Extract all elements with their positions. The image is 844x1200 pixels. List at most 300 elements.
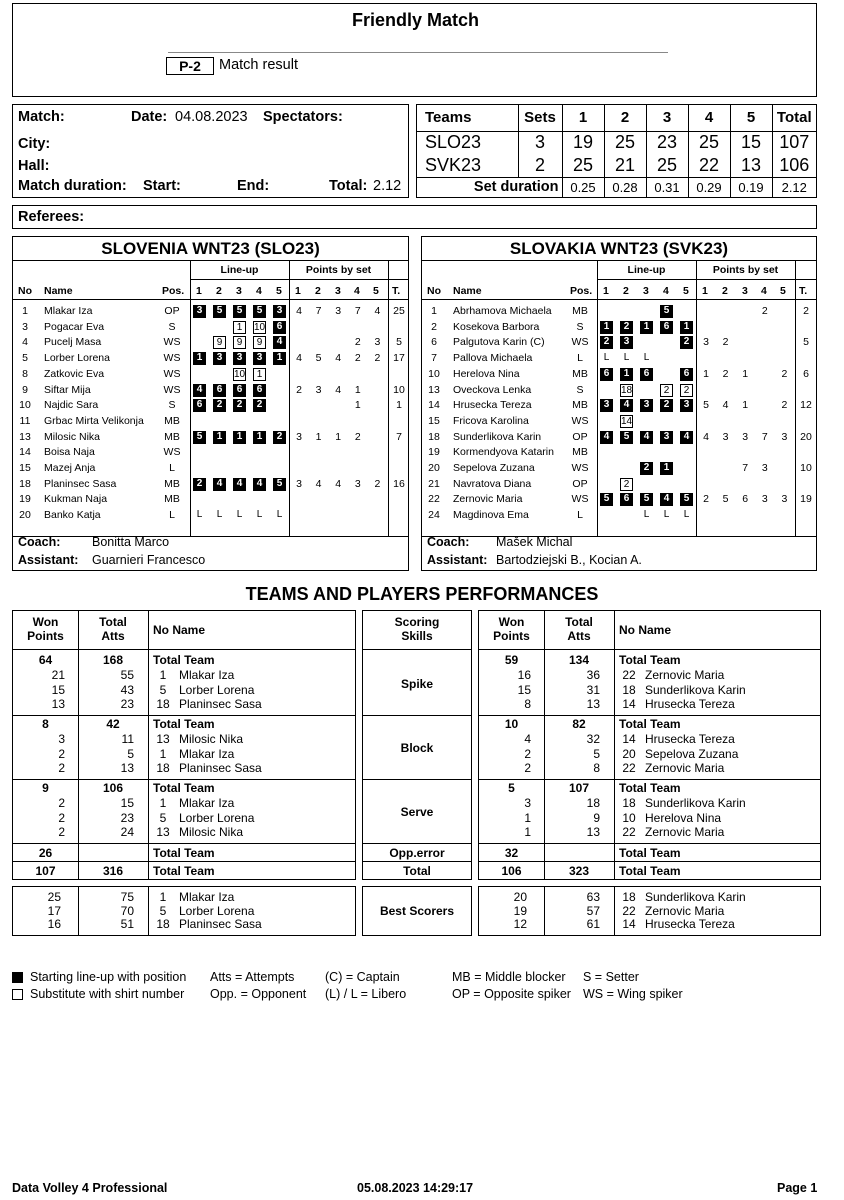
lineup-start-position: 6: [273, 321, 286, 334]
team-b-title: SLOVAKIA WNT23 (SVK23): [509, 239, 729, 258]
points-set-4: 3: [761, 493, 768, 506]
lineup-libero: L: [216, 509, 223, 521]
report-code: P-2: [166, 57, 214, 75]
points-set-2: 5: [722, 493, 729, 506]
team-a-roster: [12, 236, 409, 571]
team-a-col-pos: Pos.: [162, 285, 185, 297]
player-name: Sunderlikova Karin: [453, 430, 542, 443]
player-name: Sunderlikova Karin: [645, 796, 746, 810]
total-won: 106: [501, 864, 522, 878]
player-number: 20: [428, 462, 440, 474]
player-won: 2: [58, 810, 65, 825]
player-number: 20: [19, 509, 31, 522]
start-label: Start:: [143, 178, 181, 194]
best-left-box: [12, 886, 356, 936]
lineup-start-position: 1: [640, 321, 653, 334]
title-underline: [168, 52, 668, 53]
best-won: 25: [47, 890, 61, 904]
team-b-col-p5: 5: [780, 285, 786, 297]
player-atts: 31: [586, 682, 600, 697]
lineup-start-position: 3: [620, 336, 633, 349]
total-team-label: Total Team: [619, 864, 681, 878]
points-set-5: 4: [374, 305, 381, 317]
player-number: 18: [156, 697, 170, 712]
player-atts: 8: [593, 761, 600, 776]
player-won: 15: [51, 682, 65, 697]
best-name: Hrusecka Tereza: [645, 917, 735, 931]
lineup-substitute: 9: [213, 336, 226, 349]
best-won: 12: [513, 917, 527, 931]
section-total-team-label: Total Team: [153, 653, 215, 667]
player-number: 13: [156, 732, 170, 746]
player-name: Hrusecka Tereza: [453, 399, 532, 412]
skill-block: Block: [400, 741, 434, 755]
player-name: Zernovic Maria: [453, 493, 523, 506]
points-set-3: 4: [335, 383, 342, 396]
lineup-start-position: 4: [273, 336, 286, 349]
player-row: [422, 445, 816, 461]
player-number: 19: [19, 493, 31, 506]
lineup-start-position: 5: [213, 305, 226, 318]
player-atts: 15: [120, 796, 134, 810]
team-a-head-rule: [13, 536, 408, 537]
table-rule: [148, 887, 149, 935]
player-atts: 36: [586, 668, 600, 682]
player-row: [13, 445, 408, 461]
player-atts: 55: [120, 668, 134, 682]
player-won: 1: [524, 810, 531, 825]
points-set-1: 5: [703, 399, 709, 412]
player-position: WS: [571, 493, 589, 506]
player-number: 5: [159, 682, 167, 697]
points-set-2: 7: [315, 305, 322, 317]
player-position: MB: [572, 399, 588, 412]
player-number: 10: [622, 810, 636, 825]
points-set-2: 4: [315, 477, 322, 490]
team-b-lineup-header: Line-up: [627, 264, 666, 276]
player-number: 15: [428, 414, 440, 427]
player-row: [422, 508, 816, 524]
best-number: 18: [156, 917, 170, 931]
points-set-4: 7: [761, 430, 768, 443]
player-name: Zernovic Maria: [645, 761, 725, 776]
team-b-points-header: Points by set: [712, 264, 779, 276]
legend-captain: (C) = Captain: [325, 970, 400, 984]
section-total-won: 5: [508, 781, 515, 795]
player-position: S: [168, 320, 176, 333]
score-b-total: 106: [772, 154, 816, 177]
hall-label: Hall:: [18, 158, 50, 174]
player-name: Abrhamova Michaela: [453, 305, 552, 317]
player-number: 13: [428, 383, 440, 396]
player-row: [422, 492, 816, 508]
team-a-col-p5: 5: [373, 285, 379, 297]
section-total-team-label: Total Team: [153, 781, 215, 795]
player-name: Lorber Lorena: [44, 352, 110, 365]
legend-s: S = Setter: [583, 970, 639, 984]
score-a-set5: 15: [730, 131, 772, 154]
player-position: MB: [164, 414, 180, 427]
lineup-start-position: 6: [193, 399, 206, 412]
player-position: S: [168, 399, 176, 412]
player-position: MB: [572, 367, 588, 380]
lineup-start-position: 6: [213, 384, 226, 397]
player-position: WS: [163, 336, 181, 349]
lineup-start-position: 4: [193, 384, 206, 397]
player-name: Hrusecka Tereza: [645, 732, 735, 746]
lineup-libero: L: [623, 352, 630, 364]
points-set-2: 3: [315, 383, 322, 396]
player-position: OP: [572, 430, 588, 443]
team-b-col-p1: 1: [702, 285, 708, 297]
player-row: [13, 414, 408, 430]
player-atts: 23: [120, 697, 134, 712]
table-rule: [13, 649, 355, 650]
player-position: S: [576, 383, 584, 396]
lineup-start-position: 6: [660, 321, 673, 334]
opp-error-total-team: Total Team: [619, 846, 681, 860]
table-rule: [363, 649, 471, 650]
player-row: [13, 320, 408, 336]
player-row: [13, 335, 408, 351]
team-a-assistant: Guarnieri Francesco: [92, 553, 206, 567]
lineup-start-position: 3: [680, 399, 693, 412]
table-rule: [363, 779, 471, 780]
player-row: [422, 320, 816, 336]
lineup-start-position: 1: [273, 352, 286, 365]
page-title: Friendly Match: [351, 10, 480, 30]
lineup-start-position: 2: [660, 399, 673, 412]
team-a-col-t: T.: [392, 285, 401, 297]
lineup-start-position: 5: [640, 493, 653, 506]
score-a-set3: 23: [646, 131, 688, 154]
score-header-total: Total: [772, 105, 816, 131]
player-total: 5: [396, 336, 402, 349]
header-won-points: Won Points: [27, 615, 64, 643]
best-number: 5: [159, 903, 167, 918]
player-number: 14: [622, 732, 636, 746]
team-a-col-p4: 4: [354, 285, 360, 297]
performances-title: TEAMS AND PLAYERS PERFORMANCES: [245, 584, 599, 604]
player-total: 16: [393, 477, 405, 490]
legend-starting: Starting line-up with position: [30, 970, 187, 984]
player-row: [13, 461, 408, 477]
team-b-col-t: T.: [799, 285, 808, 297]
perf-left-box: [12, 610, 356, 880]
team-a-coach-label: Coach:: [18, 535, 61, 549]
points-set-4: 3: [354, 477, 361, 490]
player-number: 22: [428, 493, 440, 506]
lineup-start-position: 2: [600, 336, 613, 349]
player-won: 3: [524, 796, 531, 810]
team-a-col-no: No: [18, 285, 32, 297]
score-team-b: SVK23: [417, 154, 518, 177]
player-position: WS: [163, 352, 181, 365]
player-name: Sunderlikova Karin: [645, 682, 746, 697]
table-rule: [13, 715, 355, 716]
player-number: 3: [22, 320, 28, 333]
lineup-libero: L: [643, 352, 650, 364]
table-rule: [13, 861, 355, 862]
team-b-col-pos: Pos.: [570, 285, 593, 297]
player-won: 2: [58, 796, 65, 810]
opp-error-value: 26: [38, 846, 53, 860]
team-b-assistant: Bartodziejski B., Kocian A.: [496, 553, 642, 567]
lineup-start-position: 3: [233, 352, 246, 365]
player-position: L: [169, 509, 175, 522]
lineup-start-position: 5: [253, 305, 266, 318]
lineup-start-position: 1: [620, 368, 633, 381]
team-b-assistant-label: Assistant:: [427, 553, 488, 567]
player-name: Kormendyova Katarin: [453, 446, 554, 459]
player-position: WS: [163, 383, 181, 396]
points-set-2: 4: [722, 399, 729, 412]
section-total-team-label: Total Team: [619, 781, 681, 795]
lineup-start-position: 2: [273, 431, 286, 444]
points-set-2: 3: [722, 430, 729, 443]
score-header-set4: 4: [688, 105, 730, 131]
player-name: Zernovic Maria: [645, 668, 725, 682]
player-won: 2: [524, 746, 531, 761]
best-right-box: [478, 886, 821, 936]
team-b-col-p2: 2: [722, 285, 728, 297]
player-number: 22: [622, 668, 636, 682]
lineup-start-position: 1: [193, 352, 206, 365]
best-won: 17: [47, 903, 61, 918]
table-rule: [13, 843, 355, 844]
player-name: Mlakar Iza: [44, 305, 93, 317]
opp-error-value: 32: [504, 846, 519, 860]
team-a-col-name: Name: [44, 285, 73, 297]
player-row: [422, 398, 816, 414]
match-date: 04.08.2023: [175, 109, 248, 125]
end-label: End:: [237, 178, 270, 194]
player-row: [422, 461, 816, 477]
total-won: 107: [35, 864, 56, 878]
player-number: 14: [428, 399, 440, 412]
score-box: [416, 104, 817, 198]
best-name: Sunderlikova Karin: [645, 890, 746, 904]
points-set-1: 1: [703, 367, 709, 380]
player-won: 1: [524, 825, 531, 840]
opp-error-total-team: Total Team: [153, 846, 215, 860]
player-row: [422, 351, 816, 367]
player-name: Mlakar Iza: [179, 668, 235, 682]
team-b-col-l5: 5: [683, 285, 689, 297]
team-a-col-l2: 2: [216, 285, 222, 297]
points-set-3: 1: [742, 399, 749, 412]
team-b-col-l4: 4: [663, 285, 669, 297]
lineup-start-position: 6: [233, 384, 246, 397]
lineup-substitute: 9: [233, 336, 246, 349]
points-set-4: 1: [354, 399, 361, 412]
best-number: 18: [622, 890, 636, 904]
points-set-3: 3: [335, 305, 342, 317]
player-atts: 5: [127, 746, 134, 761]
lineup-start-position: 4: [233, 478, 246, 491]
set-duration-5: 0.19: [730, 177, 772, 197]
lineup-start-position: 2: [253, 399, 266, 412]
total-label: Total:: [329, 178, 368, 194]
player-name: Boisa Naja: [44, 446, 95, 459]
player-position: WS: [163, 446, 181, 459]
points-set-5: 3: [781, 430, 788, 443]
player-total: 10: [800, 462, 812, 474]
player-name: Mlakar Iza: [179, 796, 235, 810]
player-name: Kukman Naja: [44, 493, 108, 506]
lineup-start-position: 6: [620, 493, 633, 506]
player-number: 13: [19, 430, 31, 443]
player-number: 20: [622, 746, 636, 761]
player-number: 18: [428, 430, 440, 443]
player-number: 1: [159, 668, 167, 682]
score-b-set5: 13: [730, 154, 772, 177]
player-name: Banko Katja: [44, 509, 101, 522]
player-won: 2: [524, 761, 531, 776]
player-row: [13, 492, 408, 508]
lineup-start-position: 6: [680, 368, 693, 381]
player-name: Planinsec Sasa: [179, 697, 262, 712]
best-skills-box: [362, 886, 472, 936]
player-atts: 5: [593, 746, 600, 761]
player-number: 13: [156, 825, 170, 840]
player-name: Herelova Nina: [645, 810, 722, 825]
best-atts: 51: [120, 917, 134, 931]
match-label: Match:: [18, 109, 65, 125]
section-total-team-label: Total Team: [619, 653, 681, 667]
lineup-start-position: 5: [620, 431, 633, 444]
legend-ws: WS = Wing spiker: [583, 987, 683, 1001]
player-atts: 43: [120, 682, 134, 697]
player-number: 24: [428, 509, 440, 522]
player-name: Oveckova Lenka: [453, 383, 532, 396]
score-header-set5: 5: [730, 105, 772, 131]
lineup-start-position: 2: [193, 478, 206, 491]
player-position: S: [576, 320, 584, 333]
section-total-team-label: Total Team: [153, 717, 215, 731]
player-won: 3: [58, 732, 65, 746]
player-name: Pogacar Eva: [44, 320, 105, 333]
lineup-libero: L: [236, 509, 243, 521]
player-name: Lorber Lorena: [179, 810, 255, 825]
player-position: WS: [163, 367, 181, 380]
score-header-teams: Teams: [417, 105, 518, 131]
player-row: [422, 430, 816, 446]
player-row: [13, 477, 408, 493]
best-atts: 70: [120, 903, 134, 918]
player-total: 19: [800, 493, 812, 506]
points-set-1: 3: [296, 430, 302, 443]
table-rule: [479, 715, 820, 716]
team-a-col-p1: 1: [295, 285, 301, 297]
points-set-3: 4: [335, 352, 342, 365]
legend-mb: MB = Middle blocker: [452, 970, 566, 984]
score-b-set3: 25: [646, 154, 688, 177]
points-set-1: 3: [703, 336, 709, 349]
team-a-col-l3: 3: [236, 285, 242, 297]
lineup-libero: L: [276, 509, 283, 521]
player-name: Magdinova Ema: [453, 509, 529, 522]
lineup-substitute: 2: [620, 478, 633, 491]
player-row: [13, 351, 408, 367]
score-table: [417, 105, 816, 197]
points-set-2: 5: [315, 352, 322, 365]
player-name: Herelova Nina: [453, 367, 520, 380]
best-number: 14: [622, 917, 636, 931]
perf-right-box: [478, 610, 821, 880]
player-name: Mlakar Iza: [179, 746, 235, 761]
set-duration-3: 0.31: [646, 177, 688, 197]
team-b-coach-label: Coach:: [427, 535, 470, 549]
set-duration-2: 0.28: [604, 177, 646, 197]
report-subtitle: Match result: [219, 57, 298, 73]
player-position: WS: [571, 414, 589, 427]
best-name: Zernovic Maria: [645, 903, 725, 918]
player-number: 5: [159, 810, 167, 825]
team-b-col-p3: 3: [742, 285, 748, 297]
player-won: 13: [51, 697, 65, 712]
player-position: WS: [571, 336, 589, 349]
lineup-start-position: 1: [213, 431, 226, 444]
player-position: MB: [164, 430, 180, 443]
table-rule: [479, 649, 820, 650]
player-number: 21: [428, 477, 440, 490]
lineup-start-position: 5: [233, 305, 246, 318]
lineup-start-position: 2: [620, 321, 633, 334]
skill-best-scorers: Best Scorers: [379, 904, 455, 918]
player-atts: 18: [586, 796, 600, 810]
player-name: Grbac Mirta Velikonja: [44, 414, 144, 427]
points-set-1: 2: [703, 493, 709, 506]
city-label: City:: [18, 136, 51, 152]
player-number: 18: [622, 682, 636, 697]
player-number: 18: [19, 477, 31, 490]
points-set-4: 3: [761, 462, 768, 474]
player-atts: 11: [121, 732, 134, 746]
score-header-set2: 2: [604, 105, 646, 131]
section-total-team-label: Total Team: [619, 717, 681, 731]
lineup-start-position: 3: [193, 305, 206, 318]
player-atts: 13: [120, 761, 134, 776]
player-name: Milosic Nika: [179, 825, 244, 840]
lineup-start-position: 4: [253, 478, 266, 491]
player-position: OP: [164, 305, 180, 317]
points-set-5: 2: [781, 367, 788, 380]
points-set-5: 3: [374, 336, 381, 349]
score-b-set2: 21: [604, 154, 646, 177]
section-total-atts: 42: [106, 717, 120, 731]
player-total: 1: [396, 399, 402, 412]
team-b-col-l2: 2: [623, 285, 629, 297]
score-a-set4: 25: [688, 131, 730, 154]
section-total-atts: 106: [102, 781, 124, 795]
lineup-start-position: 3: [640, 399, 653, 412]
section-total-won: 59: [504, 653, 519, 667]
player-position: MB: [164, 477, 180, 490]
lineup-start-position: 4: [213, 478, 226, 491]
team-b-col-l3: 3: [643, 285, 649, 297]
player-number: 6: [431, 336, 437, 349]
player-won: 2: [58, 746, 65, 761]
points-set-1: 4: [703, 430, 709, 443]
header-no-name: No Name: [619, 623, 672, 637]
team-a-title-rule: [13, 260, 408, 261]
score-a-set1: 19: [562, 131, 604, 154]
skill-opp-error: Opp.error: [389, 846, 445, 860]
lineup-start-position: 4: [680, 431, 693, 444]
best-name: Lorber Lorena: [179, 903, 255, 918]
table-rule: [363, 861, 471, 862]
